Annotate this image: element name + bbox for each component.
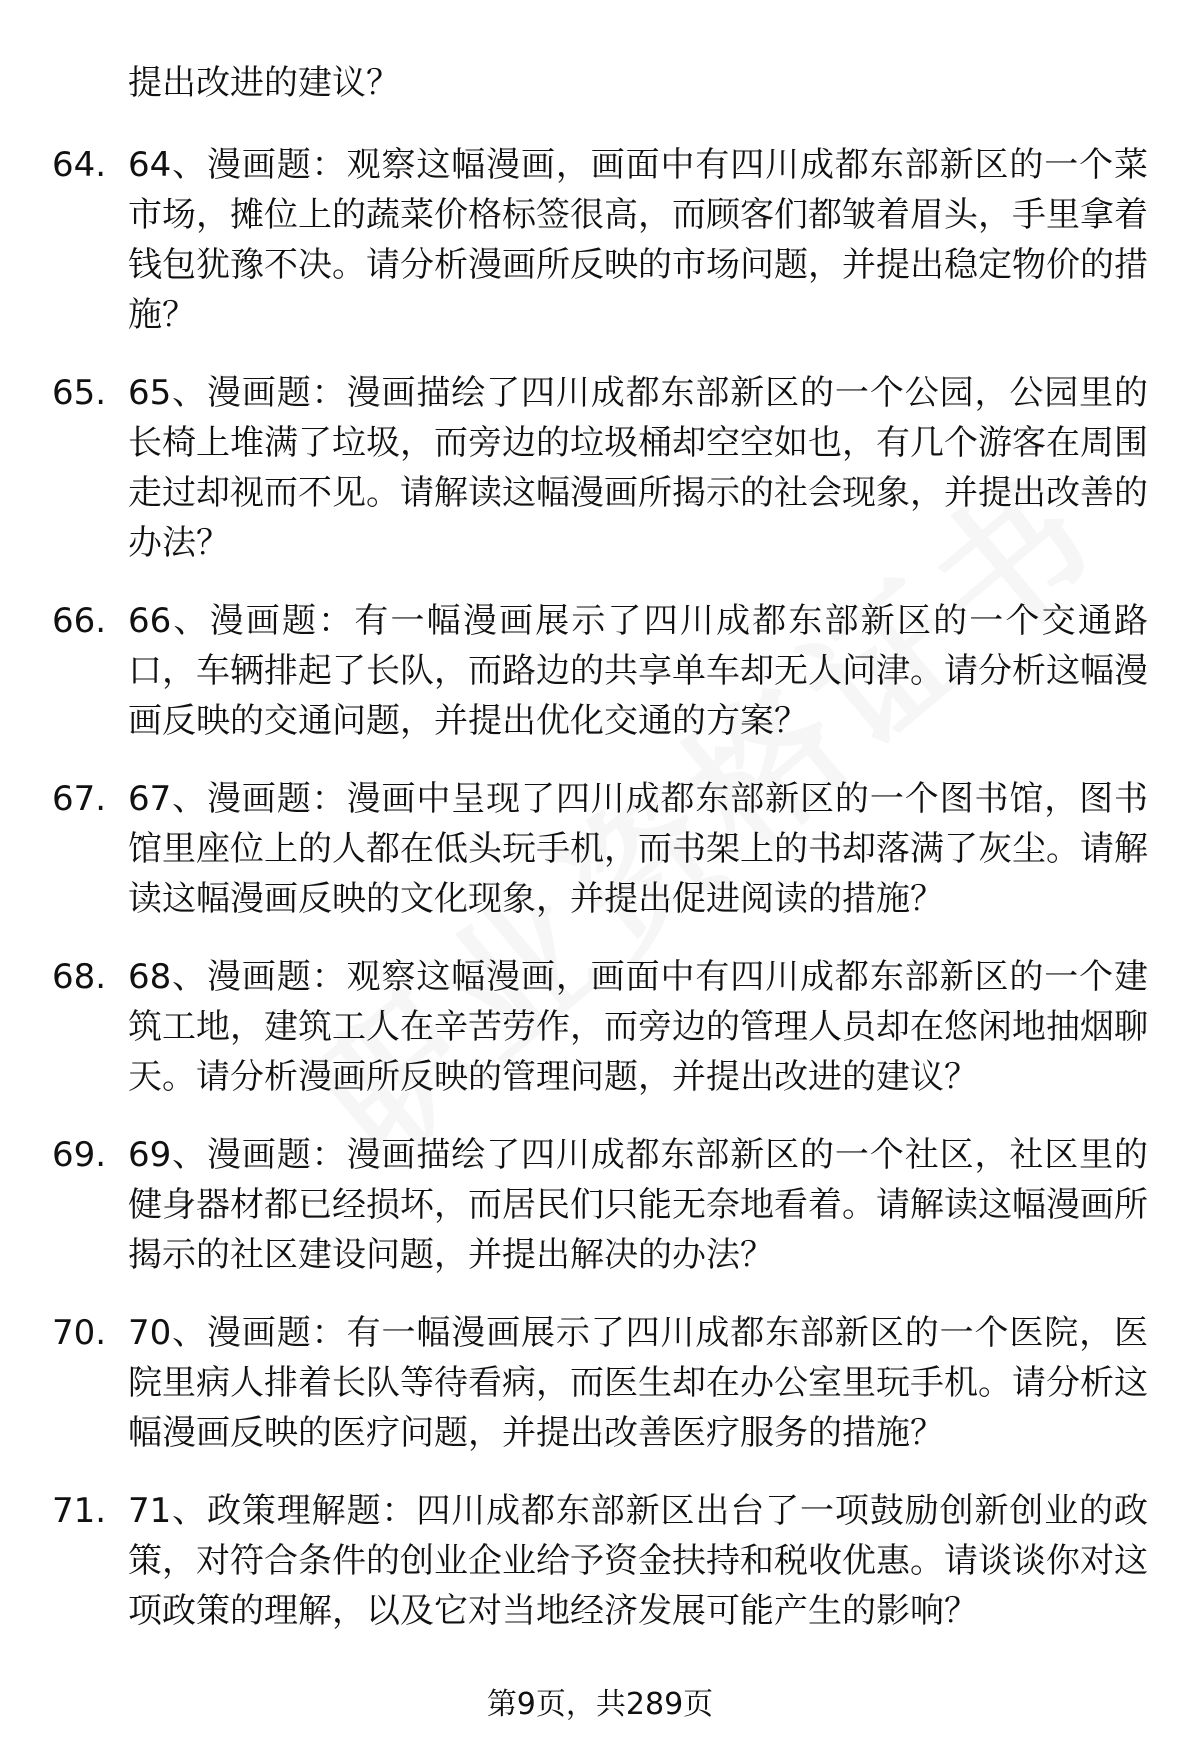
question-text: 69、漫画题：漫画描绘了四川成都东部新区的一个社区，社区里的健身器材都已经损坏，而居民们只能无奈地看着。请解读这幅漫画所揭示的社区建设问题，并提出解决的办法？ bbox=[128, 1135, 1148, 1275]
question-text: 70、漫画题：有一幅漫画展示了四川成都东部新区的一个医院，医院里病人排着长队等待看病，而医生却在办公室里玩手机。请分析这幅漫画反映的医疗问题，并提出改善医疗服务的措施？ bbox=[128, 1313, 1148, 1453]
question-number: 64. bbox=[52, 145, 107, 185]
question-number: 68. bbox=[52, 957, 107, 997]
question-item bbox=[0, 596, 1200, 746]
continuation-text: 提出改进的建议？ bbox=[128, 63, 400, 103]
question-item bbox=[0, 368, 1200, 568]
question-text: 71、政策理解题：四川成都东部新区出台了一项鼓励创新创业的政策，对符合条件的创业企业给予资金扶持和税收优惠。请谈谈你对这项政策的理解，以及它对当地经济发展可能产生的影响？ bbox=[128, 1491, 1148, 1631]
question-number: 69. bbox=[52, 1135, 107, 1175]
question-list bbox=[0, 140, 1200, 1664]
question-text: 68、漫画题：观察这幅漫画，画面中有四川成都东部新区的一个建筑工地，建筑工人在辛苦劳作，而旁边的管理人员却在悠闲地抽烟聊天。请分析漫画所反映的管理问题，并提出改进的建议？ bbox=[128, 957, 1148, 1097]
question-text: 66、漫画题：有一幅漫画展示了四川成都东部新区的一个交通路口，车辆排起了长队，而路边的共享单车却无人问津。请分析这幅漫画反映的交通问题，并提出优化交通的方案？ bbox=[128, 601, 1148, 741]
question-item bbox=[0, 952, 1200, 1102]
question-number: 70. bbox=[52, 1313, 107, 1353]
question-number: 67. bbox=[52, 779, 107, 819]
question-number: 71. bbox=[52, 1491, 107, 1531]
question-item bbox=[0, 774, 1200, 924]
page-footer: 第9页，共289页 bbox=[486, 1687, 714, 1722]
question-item bbox=[0, 140, 1200, 340]
question-text: 67、漫画题：漫画中呈现了四川成都东部新区的一个图书馆，图书馆里座位上的人都在低头玩手机，而书架上的书却落满了灰尘。请解读这幅漫画反映的文化现象，并提出促进阅读的措施？ bbox=[128, 779, 1148, 919]
question-item bbox=[0, 1308, 1200, 1458]
question-item bbox=[0, 1130, 1200, 1280]
question-number: 66. bbox=[52, 601, 107, 641]
question-item bbox=[0, 1486, 1200, 1636]
question-text: 64、漫画题：观察这幅漫画，画面中有四川成都东部新区的一个菜市场，摊位上的蔬菜价格标签很高，而顾客们都皱着眉头，手里拿着钱包犹豫不决。请分析漫画所反映的市场问题，并提出稳定物价的措施？ bbox=[128, 145, 1148, 335]
question-text: 65、漫画题：漫画描绘了四川成都东部新区的一个公园，公园里的长椅上堆满了垃圾，而旁边的垃圾桶却空空如也，有几个游客在周围走过却视而不见。请解读这幅漫画所揭示的社会现象，并提出改善的办法？ bbox=[128, 373, 1148, 563]
question-number: 65. bbox=[52, 373, 107, 413]
